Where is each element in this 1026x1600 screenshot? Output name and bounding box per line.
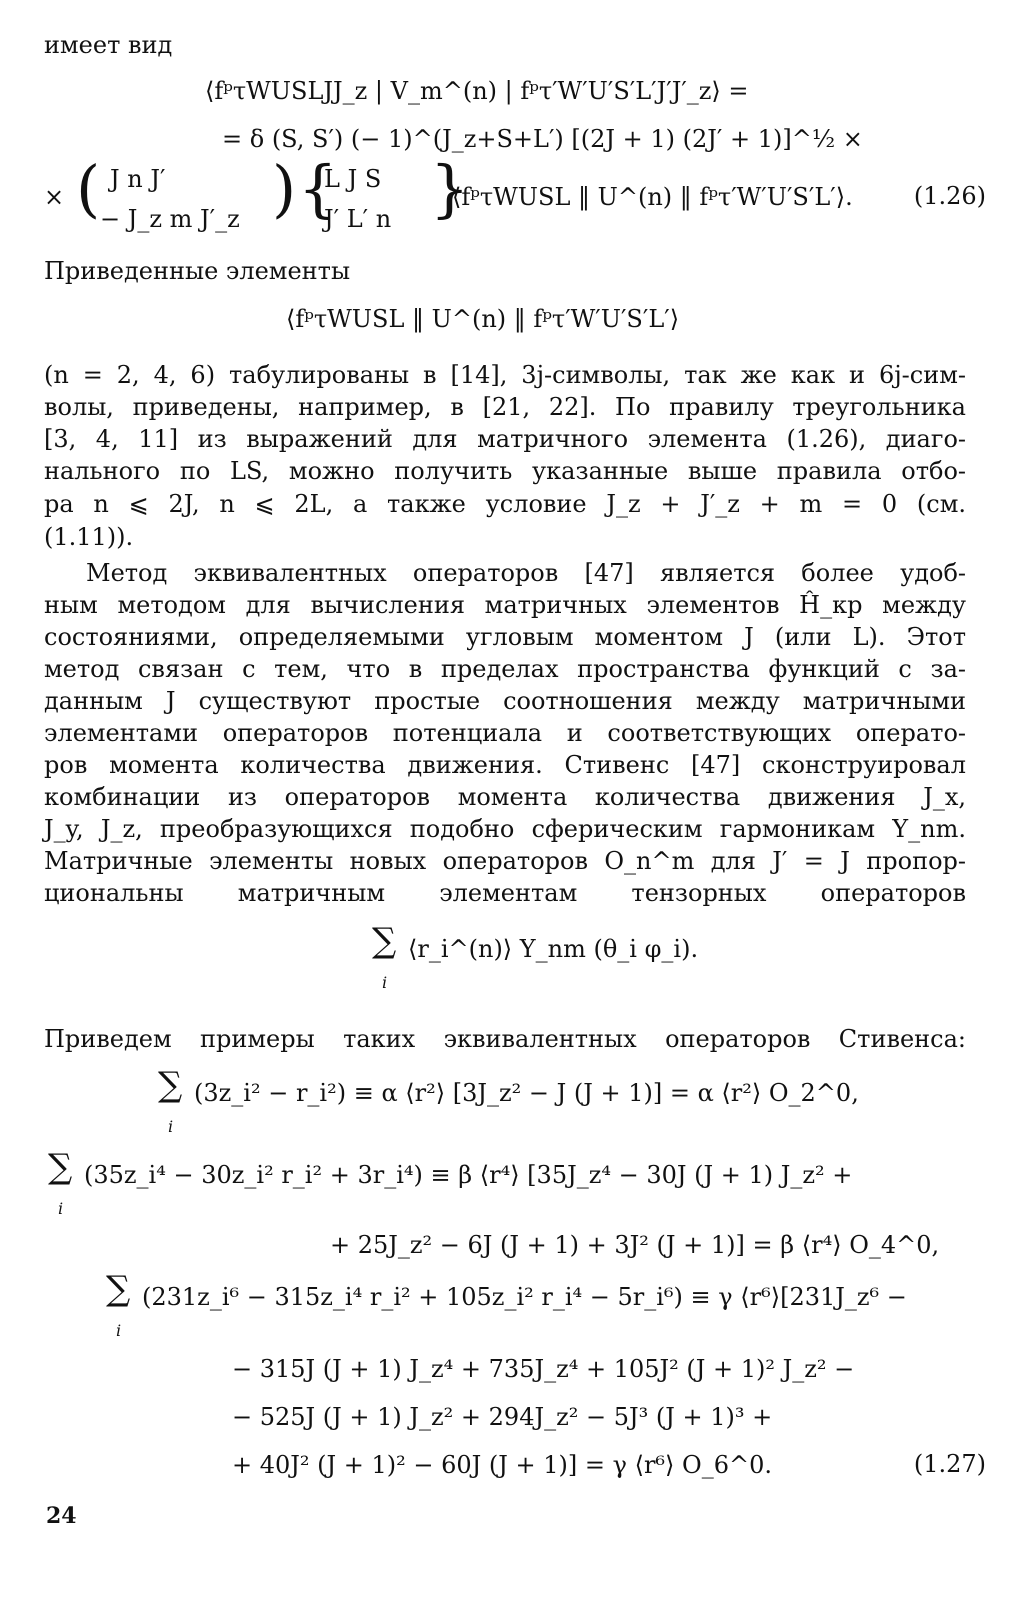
- times-sign: ×: [44, 183, 65, 211]
- text-line: данным J существуют простые соотношения между матричными: [44, 687, 966, 715]
- sum-sign: ∑: [48, 1147, 73, 1187]
- text-line: ра n ⩽ 2J, n ⩽ 2L, а также условие J_z + J′_z + m = 0 (см.: [44, 490, 966, 518]
- text-line: (1.11)).: [44, 523, 134, 551]
- matrix-6j-row2: J′ L′ n: [324, 205, 392, 233]
- formula-line: ⟨r_i^(n)⟩ Y_nm (θ_i φ_i).: [408, 935, 699, 963]
- text-line: ров момента количества движения. Стивенс [47] сконструировал: [44, 751, 966, 779]
- text-line: комбинации из операторов момента количества движения J_x,: [44, 783, 966, 811]
- sum-index: i: [168, 1117, 174, 1136]
- text-line: элементами операторов потенциала и соответствующих операто-: [44, 719, 966, 747]
- sum-index: i: [116, 1321, 122, 1340]
- sum-sign: ∑: [106, 1269, 131, 1309]
- equation-number: (1.26): [913, 182, 986, 210]
- brace-left: {: [298, 152, 338, 225]
- text-line: J_y, J_z, преобразующихся подобно сферическим гармоникам Y_nm.: [44, 815, 966, 843]
- sum-index: i: [382, 973, 388, 992]
- formula-line: (35z_i⁴ − 30z_i² r_i² + 3r_i⁴) ≡ β ⟨r⁴⟩ [35J_z⁴ − 30J (J + 1) J_z² +: [84, 1161, 853, 1189]
- text-line: волы, приведены, например, в [21, 22]. По правилу треугольника: [44, 393, 966, 421]
- matrix-6j-row1: L J S: [324, 165, 382, 193]
- text-line: нального по LS, можно получить указанные выше правила отбо-: [44, 457, 966, 485]
- formula-line: (231z_i⁶ − 315z_i⁴ r_i² + 105z_i² r_i⁴ − 5r_i⁶) ≡ γ ⟨r⁶⟩[231J_z⁶ −: [142, 1283, 907, 1311]
- formula-line: − 315J (J + 1) J_z⁴ + 735J_z⁴ + 105J² (J + 1)² J_z² −: [232, 1355, 855, 1383]
- formula-line: + 25J_z² − 6J (J + 1) + 3J² (J + 1)] = β ⟨r⁴⟩ O_4^0,: [330, 1231, 940, 1259]
- text-line: Приведенные элементы: [44, 257, 351, 285]
- text-line: [3, 4, 11] из выражений для матричного элемента (1.26), диаго-: [44, 425, 966, 453]
- text-line: метод связан с тем, что в пределах пространства функций с за-: [44, 655, 966, 683]
- formula-line: = δ (S, S′) (− 1)^(J_z+S+L′) [(2J + 1) (2J′ + 1)]^½ ×: [222, 125, 863, 153]
- text-line: Метод эквивалентных операторов [47] является более удоб-: [86, 559, 966, 587]
- text-line: Приведем примеры таких эквивалентных операторов Стивенса:: [44, 1025, 966, 1053]
- matrix-3j-row1: J n J′: [110, 165, 166, 193]
- page-number: 24: [46, 1503, 77, 1529]
- brace-right: }: [430, 152, 470, 225]
- formula-line: ⟨fᵖτWUSL ‖ U^(n) ‖ fᵖτ′W′U′S′L′⟩: [286, 305, 680, 333]
- sum-sign: ∑: [158, 1065, 183, 1105]
- text-line: имеет вид: [44, 31, 173, 59]
- bracket-right: ): [272, 152, 297, 225]
- text-line: Матричные элементы новых операторов O_n^m для J′ = J пропор-: [44, 847, 966, 875]
- formula-line: (3z_i² − r_i²) ≡ α ⟨r²⟩ [3J_z² − J (J + 1)] = α ⟨r²⟩ O_2^0,: [194, 1079, 859, 1107]
- formula-line: ⟨fᵖτWUSL ‖ U^(n) ‖ fᵖτ′W′U′S′L′⟩.: [452, 183, 853, 211]
- text-line: циональны матричным элементам тензорных операторов: [44, 879, 966, 907]
- formula-line: − 525J (J + 1) J_z² + 294J_z² − 5J³ (J + 1)³ +: [232, 1403, 773, 1431]
- bracket-left: (: [76, 152, 101, 225]
- formula-line: + 40J² (J + 1)² − 60J (J + 1)] = γ ⟨r⁶⟩ O_6^0.: [232, 1451, 772, 1479]
- equation-number: (1.27): [913, 1450, 986, 1478]
- matrix-3j-row2: − J_z m J′_z: [100, 205, 240, 233]
- sum-index: i: [58, 1199, 64, 1218]
- text-line: (n = 2, 4, 6) табулированы в [14], 3j-символы, так же как и 6j-сим-: [44, 361, 966, 389]
- sum-sign: ∑: [372, 921, 397, 961]
- text-line: состояниями, определяемыми угловым моментом J (или L). Этот: [44, 623, 966, 651]
- text-line: ным методом для вычисления матричных элементов Ĥ_кр между: [44, 591, 966, 619]
- formula-line: ⟨fᵖτWUSLJJ_z | V_m^(n) | fᵖτ′W′U′S′L′J′J′_z⟩ =: [205, 77, 749, 105]
